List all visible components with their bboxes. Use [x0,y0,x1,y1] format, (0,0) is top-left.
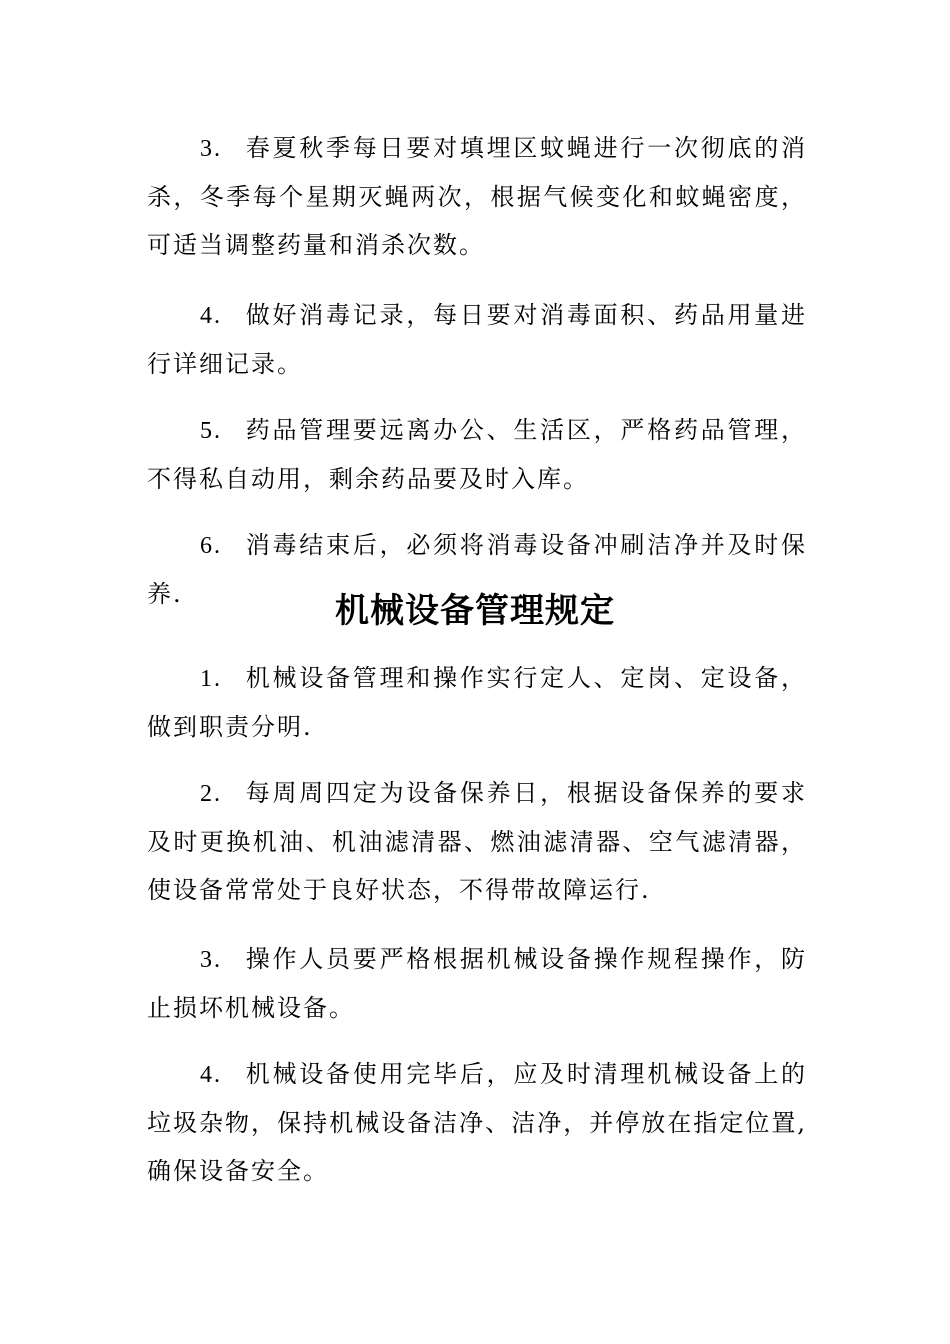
paragraph-item-2 [147,769,807,914]
item-text: 春夏秋季每日要对填埋区蚊蝇进行一次彻底的消杀，冬季每个星期灭蝇两次，根据气候变化和蚊蝇密度，可适当调整药量和消杀次数。 [147,134,807,259]
item-number: 4. [200,1062,222,1088]
item-text: 操作人员要严格根据机械设备操作规程操作，防止损坏机械设备。 [147,945,807,1022]
item-text: 机械设备使用完毕后，应及时清理机械设备上的垃圾杂物，保持机械设备洁净、洁净，并停放在指定位置,确保设备安全。 [147,1060,807,1185]
item-text: 药品管理要远离办公、生活区，严格药品管理，不得私自动用，剩余药品要及时入库。 [147,416,807,493]
item-number: 3. [200,136,222,162]
item-text: 消毒结束后，必须将消毒设备冲刷洁净并及时保养. [147,531,807,608]
paragraph-item-3 [147,124,807,269]
item-text: 做好消毒记录，每日要对消毒面积、药品用量进行详细记录。 [147,301,807,378]
item-number: 4. [200,303,222,329]
item-number: 3. [200,947,222,973]
item-number: 2. [200,781,222,807]
item-text: 每周周四定为设备保养日，根据设备保养的要求及时更换机油、机油滤清器、燃油滤清器、空气滤清器，使设备常常处于良好状态，不得带故障运行. [147,779,807,904]
paragraph-item-3b [147,935,807,1032]
paragraph-item-4 [147,291,807,388]
item-text: 机械设备管理和操作实行定人、定岗、定设备，做到职责分明. [147,664,807,741]
paragraph-item-4b [147,1050,807,1195]
section-title: 机械设备管理规定 [335,591,615,631]
paragraph-item-1 [147,654,807,751]
item-number: 6. [200,533,222,559]
item-number: 1. [200,666,222,692]
item-number: 5. [200,418,222,444]
paragraph-item-5 [147,406,807,503]
